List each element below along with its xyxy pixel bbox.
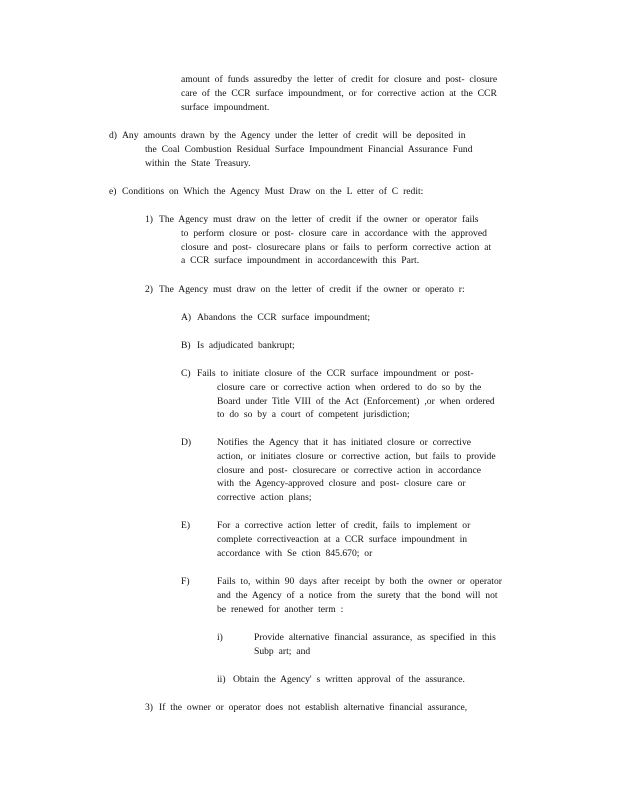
paragraph-e1	[159, 213, 491, 268]
item-label-B: B)	[181, 340, 191, 351]
text-line: care of the CCR surface impoundment, or for corrective action at the CCR	[181, 87, 497, 99]
paragraph-A	[197, 311, 370, 325]
item-label-F: F)	[181, 576, 190, 587]
paragraph-e3	[159, 701, 467, 715]
text-line: be renewed for another term :	[217, 603, 344, 615]
item-label-i: i)	[217, 632, 223, 643]
text-line: with the Agency-approved closure and post- closure care or	[217, 478, 466, 490]
continuation-paragraph	[181, 73, 497, 114]
paragraph-C	[197, 367, 495, 422]
item-label-e3: 3)	[145, 702, 153, 713]
paragraph-e2	[159, 283, 465, 297]
text-line: Provide alternative financial assurance, as specified in this	[254, 632, 496, 643]
paragraph-E	[217, 519, 470, 560]
paragraph-D	[217, 436, 496, 505]
paragraph-F	[217, 575, 502, 616]
item-label-E: E)	[181, 520, 191, 531]
paragraph-i	[254, 631, 496, 659]
text-line: If the owner or operator does not establish alternative financial assurance,	[159, 702, 468, 713]
paragraph-ii	[233, 673, 465, 687]
item-label-D: D)	[181, 437, 192, 448]
item-label-e: e)	[109, 186, 117, 197]
text-line: Abandons the CCR surface impoundment;	[197, 312, 371, 323]
text-line: complete correctiveaction at a CCR surface impoundment in	[217, 533, 468, 545]
text-line: closure and post- closurecare or corrective action in accordance	[217, 464, 481, 476]
text-line: Obtain the Agency' s written approval of the assurance.	[233, 674, 465, 685]
text-line: Notifies the Agency that it has initiated closure or corrective	[217, 437, 472, 448]
text-line: amount of funds assuredby the letter of credit for closure and post- closure	[181, 74, 498, 85]
item-label-ii: ii)	[217, 674, 226, 685]
paragraph-B	[197, 339, 295, 353]
text-line: corrective action plans;	[217, 492, 312, 504]
text-line: the Coal Combustion Residual Surface Impoundment Financial Assurance Fund	[145, 143, 473, 155]
text-line: a CCR surface impoundment in accordancewith this Part.	[181, 255, 420, 267]
text-line: Conditions on Which the Agency Must Draw on the L etter of C redit:	[122, 186, 424, 197]
item-label-e2: 2)	[145, 284, 153, 295]
text-line: Any amounts drawn by the Agency under the letter of credit will be deposited in	[122, 130, 466, 141]
text-line: within the State Treasury.	[145, 157, 251, 169]
text-line: Subp art; and	[254, 645, 311, 657]
text-line: For a corrective action letter of credit, fails to implement or	[217, 520, 471, 531]
text-line: and the Agency of a notice from the surety that the bond will not	[217, 589, 498, 601]
text-line: accordance with Se ction 845.670; or	[217, 547, 373, 559]
text-line: to do so by a court of competent jurisdiction;	[217, 409, 410, 421]
paragraph-e	[122, 185, 423, 199]
text-line: closure and post- closurecare plans or fails to perform corrective action at	[181, 241, 492, 253]
text-line: surface impoundment.	[181, 101, 270, 113]
item-label-A: A)	[181, 312, 192, 323]
paragraph-d	[122, 129, 473, 170]
text-line: Board under Title VIII of the Act (Enforcement) ,or when ordered	[217, 395, 495, 407]
text-line: action, or initiates closure or corrective action, but fails to provide	[217, 450, 496, 462]
text-line: closure care or corrective action when ordered to do so by the	[217, 381, 482, 393]
text-line: Fails to initiate closure of the CCR surface impoundment or post-	[197, 368, 474, 379]
text-line: The Agency must draw on the letter of credit if the owner or operator fails	[159, 214, 479, 225]
item-label-C: C)	[181, 368, 191, 379]
item-label-d: d)	[109, 130, 117, 141]
item-label-e1: 1)	[145, 214, 153, 225]
text-line: to perform closure or post- closure care in accordance with the approved	[181, 227, 487, 239]
text-line: Fails to, within 90 days after receipt by both the owner or operator	[217, 576, 502, 587]
text-line: The Agency must draw on the letter of credit if the owner or operato r:	[159, 284, 465, 295]
text-line: Is adjudicated bankrupt;	[197, 340, 295, 351]
